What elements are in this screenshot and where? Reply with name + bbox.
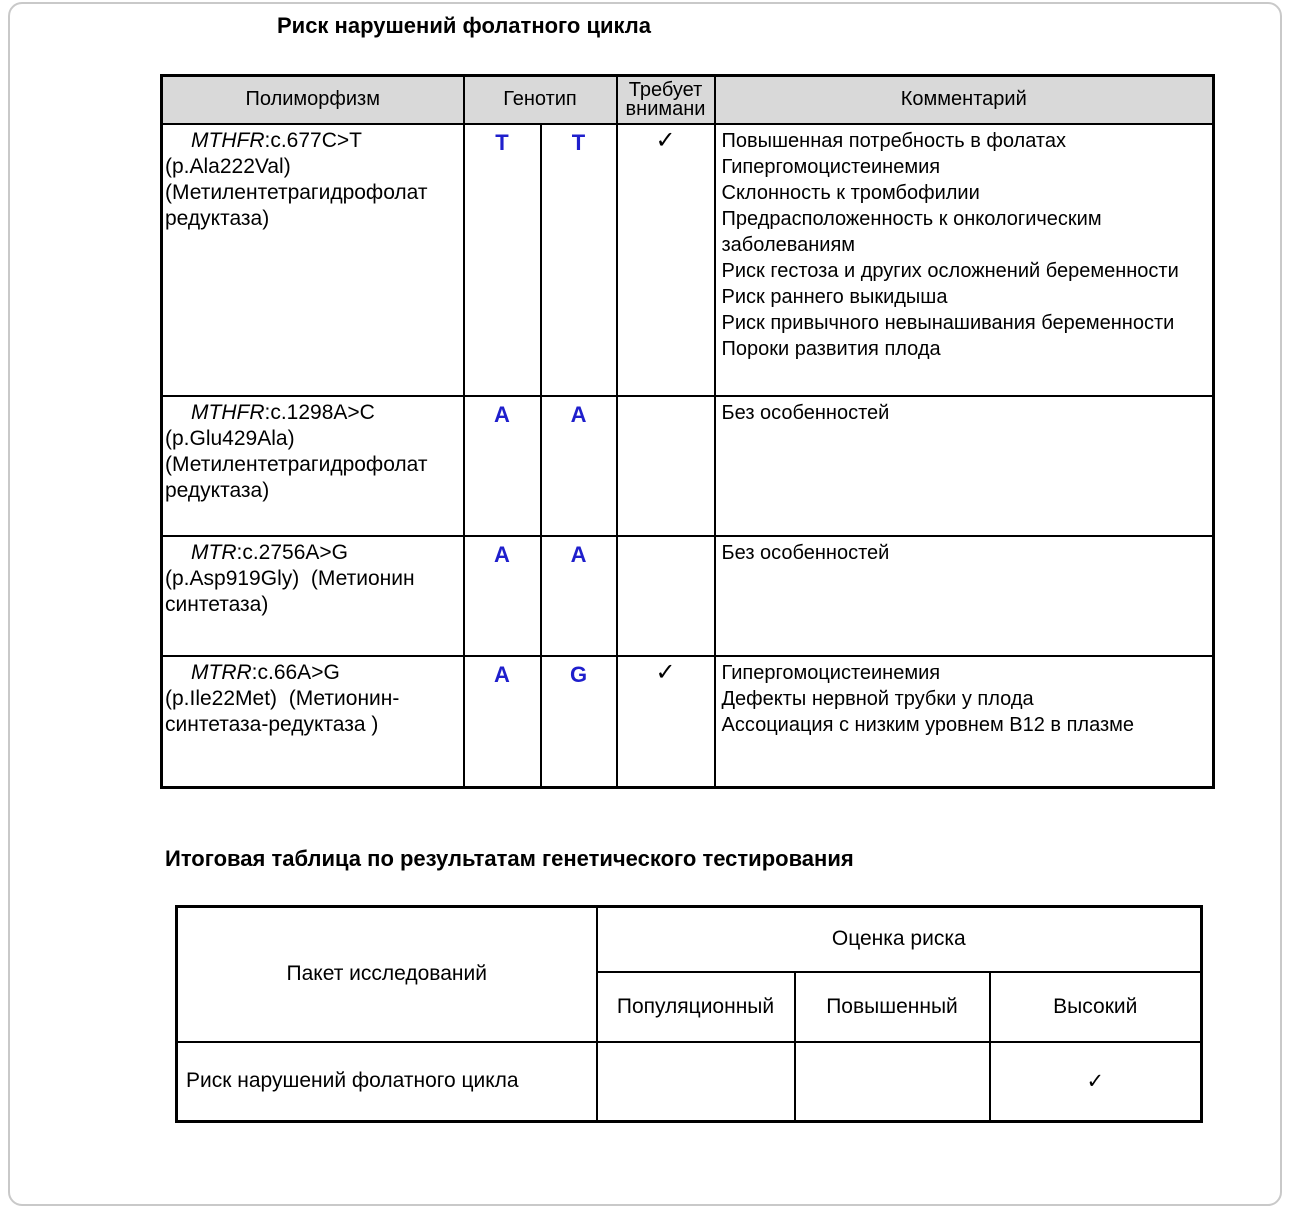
polymorphism-detail-line: (p.Glu429Ala)	[165, 426, 295, 450]
comment-cell	[715, 396, 1214, 536]
checkmark-icon: ✓	[655, 126, 676, 154]
attention-cell	[617, 656, 715, 788]
high-mark-cell	[990, 1042, 1202, 1122]
polymorphism-detail-line: (p.Asp919Gly) (Метионин	[165, 566, 415, 590]
col-header-populational: Популяционный	[597, 972, 795, 1042]
comment-line: Риск привычного невынашивания беременности	[721, 311, 1175, 334]
polymorphism-detail-line: синтетаза-редуктаза )	[165, 712, 379, 736]
section-title-folate-risk: Риск нарушений фолатного цикла	[277, 13, 652, 38]
comment-line: Без особенностей	[721, 541, 890, 564]
gene-mutation: :c.2756A>G	[236, 540, 348, 564]
comment-cell	[715, 124, 1214, 396]
comment-cell	[715, 656, 1214, 788]
allele2-cell: A	[541, 396, 617, 536]
populational-mark-cell	[597, 1042, 795, 1122]
allele2-cell: A	[541, 536, 617, 656]
checkmark-icon: ✓	[655, 658, 676, 686]
gene-name: MTR	[191, 540, 237, 564]
table-row-mtrr-66	[162, 656, 1214, 788]
allele1-cell: A	[464, 536, 541, 656]
allele2-cell: T	[541, 124, 617, 396]
polymorphism-cell	[162, 396, 464, 536]
polymorphism-name	[165, 128, 459, 154]
comment-line: Риск гестоза и других осложнений беременности	[721, 259, 1179, 282]
gene-mutation: :c.677C>T	[264, 128, 362, 152]
col-header-attention-line1: Требует	[628, 78, 703, 101]
comment-cell	[715, 536, 1214, 656]
summary-header-row-1	[177, 907, 1202, 972]
col-header-attention-line2: внимани	[625, 97, 706, 120]
table-row-mthfr-1298	[162, 396, 1214, 536]
col-header-risk-assessment: Оценка риска	[597, 907, 1202, 972]
polymorphism-detail-line: (Метилентетрагидрофолат	[165, 452, 428, 476]
polymorphism-details	[165, 686, 459, 738]
comment-line: Гипергомоцистеинемия	[721, 155, 941, 178]
comment-line: Пороки развития плода	[721, 337, 941, 360]
col-header-elevated: Повышенный	[795, 972, 990, 1042]
allele2-cell: G	[541, 656, 617, 788]
comment-line: Риск раннего выкидыша	[721, 285, 948, 308]
attention-cell	[617, 396, 715, 536]
polymorphism-detail-line: (p.Ile22Met) (Метионин-	[165, 686, 400, 710]
gene-name: MTHFR	[191, 128, 265, 152]
polymorphism-detail-line: (p.Ala222Val)	[165, 154, 291, 178]
polymorphism-cell	[162, 124, 464, 396]
polymorphism-details	[165, 566, 459, 618]
elevated-mark-cell	[795, 1042, 990, 1122]
document-page	[8, 2, 1282, 1206]
polymorphism-detail-line: (Метилентетрагидрофолат	[165, 180, 428, 204]
summary-table	[175, 905, 1203, 1123]
comment-line: Повышенная потребность в фолатах	[721, 129, 1066, 152]
polymorphism-details	[165, 154, 459, 232]
col-header-comment: Комментарий	[715, 76, 1214, 124]
col-header-package: Пакет исследований	[177, 907, 597, 1042]
comment-line: Предрасположенность к онкологическим заболеваниям	[721, 207, 1102, 256]
section-title-summary: Итоговая таблица по результатам генетического тестирования	[165, 846, 854, 871]
summary-data-row	[177, 1042, 1202, 1122]
gene-mutation: :c.66A>G	[251, 660, 340, 684]
comment-line: Гипергомоцистеинемия	[721, 661, 941, 684]
polymorphism-name	[165, 540, 459, 566]
polymorphism-name	[165, 400, 459, 426]
package-name-cell: Риск нарушений фолатного цикла	[177, 1042, 597, 1122]
polymorphism-detail-line: редуктаза)	[165, 478, 270, 502]
attention-cell	[617, 124, 715, 396]
comment-line: Без особенностей	[721, 401, 890, 424]
checkmark-icon: ✓	[1086, 1069, 1105, 1093]
table-row-mthfr-677	[162, 124, 1214, 396]
allele1-cell: T	[464, 124, 541, 396]
attention-cell	[617, 536, 715, 656]
gene-name: MTHFR	[191, 400, 265, 424]
comment-line: Дефекты нервной трубки у плода	[721, 687, 1034, 710]
polymorphism-name	[165, 660, 459, 686]
folate-risk-table	[160, 74, 1215, 789]
gene-name: MTRR	[191, 660, 252, 684]
col-header-attention	[617, 76, 715, 124]
col-header-genotype: Генотип	[464, 76, 617, 124]
col-header-high: Высокий	[990, 972, 1202, 1042]
polymorphism-detail-line: синтетаза)	[165, 592, 269, 616]
polymorphism-cell	[162, 536, 464, 656]
comment-line: Склонность к тромбофилии	[721, 181, 980, 204]
risk-table-header-row	[162, 76, 1214, 124]
col-header-polymorphism: Полиморфизм	[162, 76, 464, 124]
allele1-cell: A	[464, 396, 541, 536]
polymorphism-detail-line: редуктаза)	[165, 206, 270, 230]
polymorphism-cell	[162, 656, 464, 788]
table-row-mtr-2756	[162, 536, 1214, 656]
polymorphism-details	[165, 426, 459, 504]
gene-mutation: :c.1298A>C	[264, 400, 375, 424]
comment-line: Ассоциация с низким уровнем B12 в плазме	[721, 713, 1135, 736]
allele1-cell: A	[464, 656, 541, 788]
